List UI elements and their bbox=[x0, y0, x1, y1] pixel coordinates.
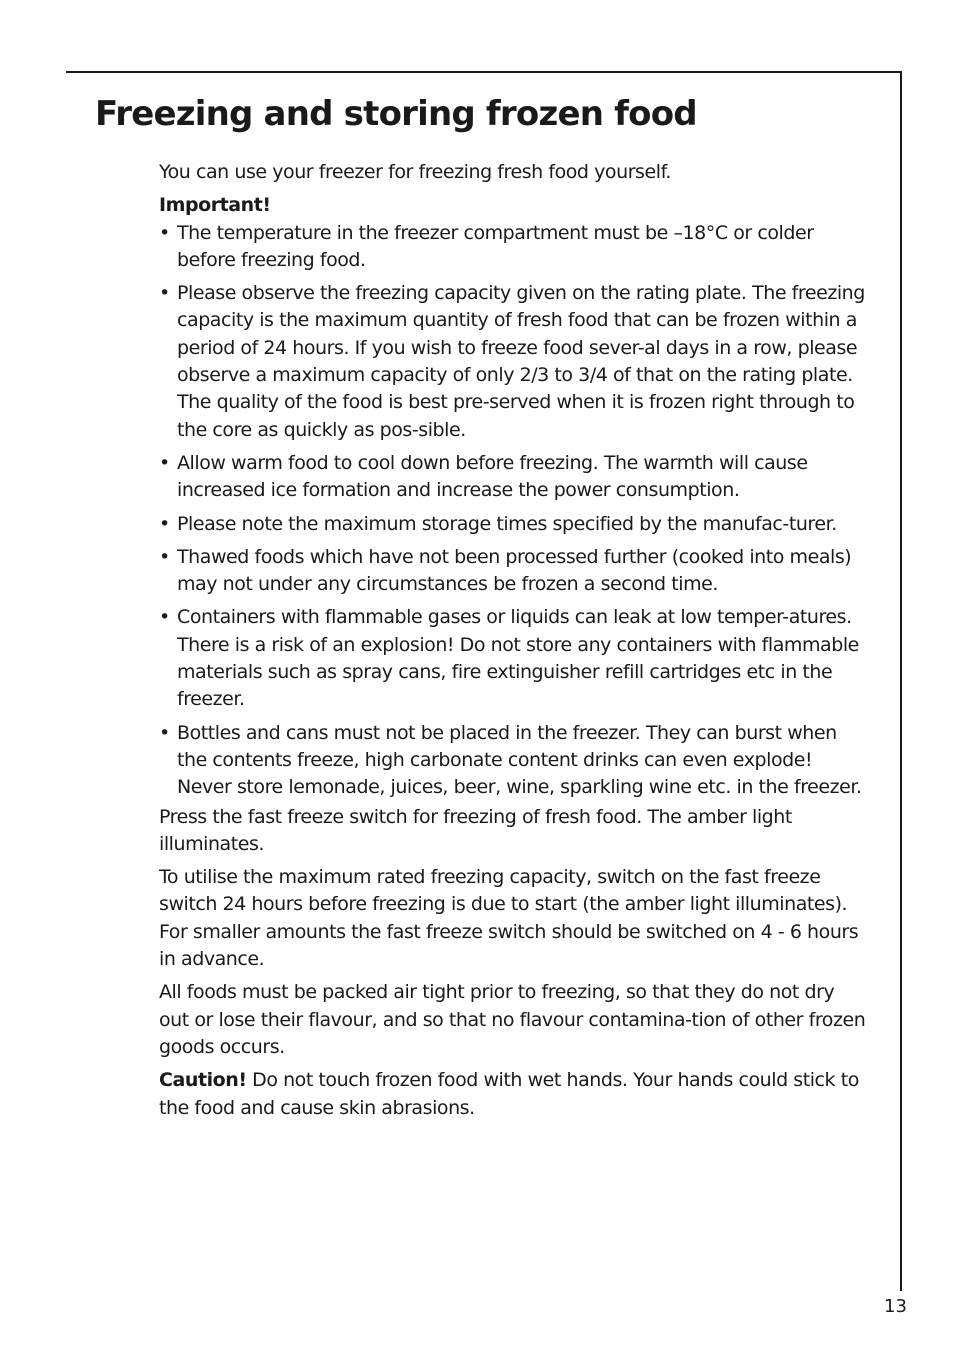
list-item bbox=[159, 720, 869, 802]
list-item-text: The temperature in the freezer compartment must be –18°C or colder before freezing food. bbox=[177, 221, 814, 271]
list-item bbox=[159, 511, 869, 538]
list-item bbox=[159, 280, 869, 444]
top-rule bbox=[66, 71, 902, 73]
bullet-icon: • bbox=[159, 721, 170, 744]
fast-freeze-paragraph: Press the fast freeze switch for freezing of fresh food. The amber light illuminates. bbox=[159, 805, 792, 855]
right-rule bbox=[900, 71, 902, 1291]
list-item bbox=[159, 220, 869, 275]
list-item bbox=[159, 450, 869, 505]
list-item-text: Containers with flammable gases or liquids can leak at low temper-atures. There is a risk of an explosion! Do not store any containers with flammable materials such as spray cans, fire extinguisher refill cartridges etc in the freezer. bbox=[177, 606, 859, 711]
bullet-icon: • bbox=[159, 451, 170, 474]
bullet-icon: • bbox=[159, 282, 170, 305]
bullet-icon: • bbox=[159, 512, 170, 535]
bullet-icon: • bbox=[159, 545, 170, 568]
packing-paragraph: All foods must be packed air tight prior to freezing, so that they do not dry out or lose their flavour, and so that no flavour contamina-tion of other frozen goods occurs. bbox=[159, 981, 866, 1058]
intro-paragraph: You can use your freezer for freezing fresh food yourself. bbox=[159, 161, 672, 183]
list-item-text: Bottles and cans must not be placed in the freezer. They can burst when the contents freeze, high carbonate content drinks can even explode! Never store lemonade, juices, beer, wine, sparkling wine etc. in the freezer. bbox=[177, 721, 862, 799]
bullet-icon: • bbox=[159, 606, 170, 629]
list-item bbox=[159, 604, 869, 713]
bullet-list bbox=[159, 220, 869, 802]
page-title: Freezing and storing frozen food bbox=[95, 94, 697, 134]
list-item-text: Thawed foods which have not been processed further (cooked into meals) may not under any circumstances be frozen a second time. bbox=[177, 545, 852, 596]
page-number: 13 bbox=[884, 1296, 907, 1317]
caution-label: Caution! bbox=[159, 1069, 247, 1092]
caution-paragraph bbox=[159, 1067, 869, 1122]
list-item-text: Allow warm food to cool down before freezing. The warmth will cause increased ice formation and increase the power consumption. bbox=[177, 451, 808, 502]
capacity-paragraph: To utilise the maximum rated freezing capacity, switch on the fast freeze switch 24 hours before freezing is due to start (the amber light illuminates). For smaller amounts the fast freeze switch should be switched on 4 - 6 hours in advance. bbox=[159, 866, 859, 971]
bullet-icon: • bbox=[159, 221, 170, 244]
list-item bbox=[159, 544, 869, 599]
list-item-text: Please note the maximum storage times specified by the manufac-turer. bbox=[177, 512, 837, 535]
body-content bbox=[159, 159, 869, 1128]
list-item-text: Please observe the freezing capacity given on the rating plate. The freezing capacity is the maximum quantity of fresh food that can be frozen within a period of 24 hours. If you wish to freeze food sever-al days in a row, please observe a maximum capacity of only 2/3 to 3/4 of that on the rating plate. The quality of the food is best pre-served when it is frozen right through to the core as quickly as pos-sible. bbox=[177, 282, 865, 441]
important-label: Important! bbox=[159, 194, 271, 217]
caution-text: Do not touch frozen food with wet hands. Your hands could stick to the food and cause skin abrasions. bbox=[159, 1069, 859, 1119]
